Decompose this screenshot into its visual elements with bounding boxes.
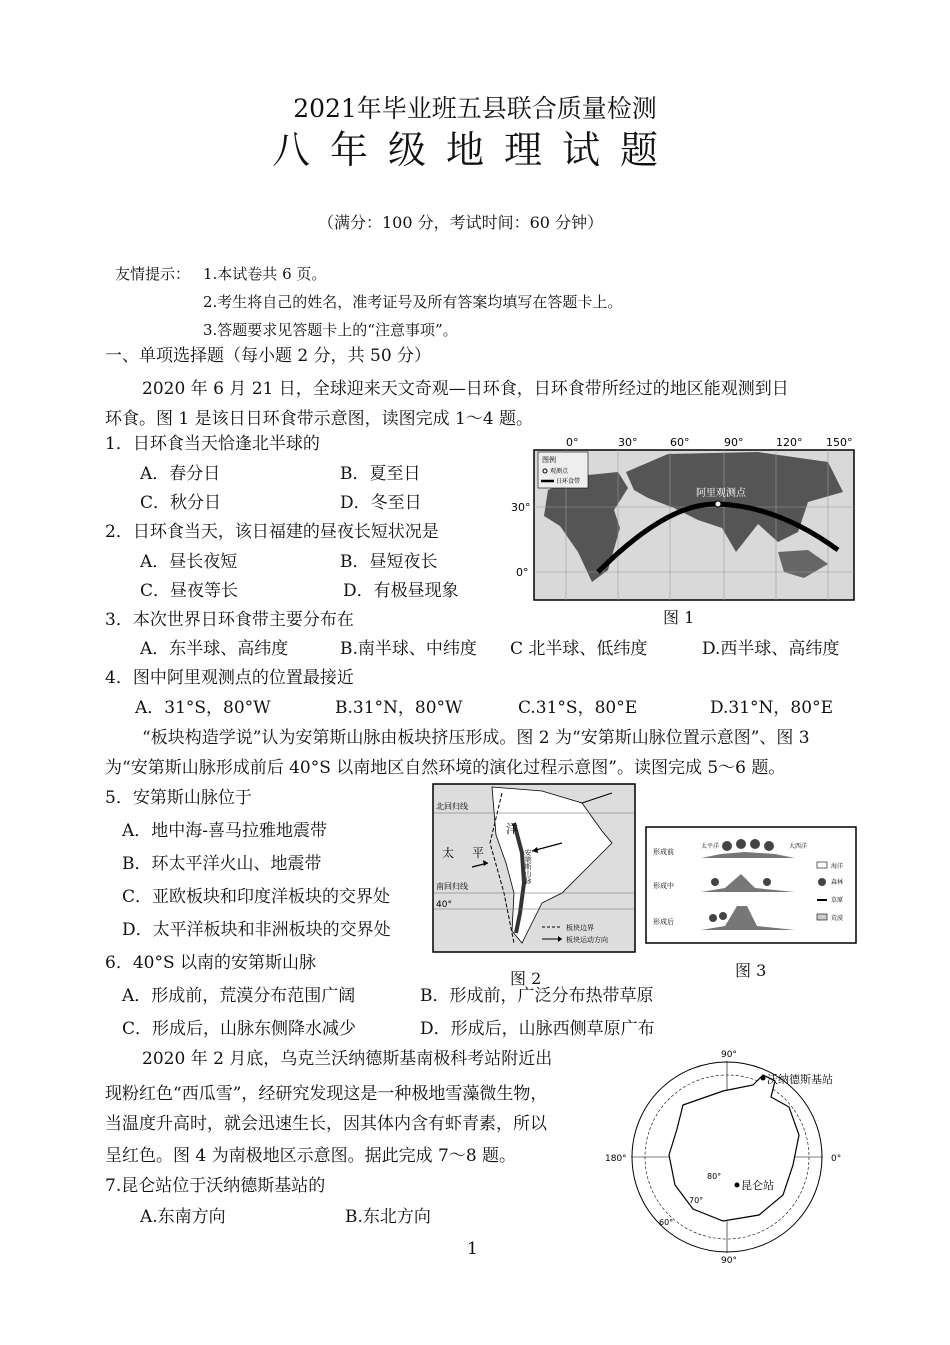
option: D．太平洋板块和非洲板块的交界处: [122, 920, 391, 940]
legend-label: 板块边界: [566, 924, 594, 932]
vernadsky-station-dot: [761, 1076, 766, 1081]
option: A．东半球、高纬度: [140, 639, 289, 659]
option: D．形成后，山脉西侧草原广布: [420, 1019, 655, 1039]
row-label: 形成后: [653, 918, 674, 926]
lon-label: 0°: [831, 1154, 842, 1164]
lat-label: 80°: [707, 1172, 722, 1181]
option: B.东北方向: [345, 1207, 431, 1227]
ocean-label: 平: [472, 846, 485, 860]
ocean-label: 太: [442, 846, 455, 860]
lon-label: 0°: [566, 436, 579, 449]
lon-label: 90°: [721, 1256, 737, 1266]
option: B．形成前，广泛分布热带草原: [420, 986, 654, 1006]
option: D．有极昼现象: [343, 581, 459, 601]
option: B.南半球、中纬度: [340, 639, 477, 659]
option: C．昼夜等长: [140, 581, 239, 601]
option: C．亚欧板块和印度洋板块的交界处: [122, 887, 391, 907]
lat-label: 0°: [516, 566, 529, 579]
mountain-label: 安第斯山脉: [524, 849, 532, 884]
question-stem: 7.昆仑站位于沃纳德斯基站的: [105, 1176, 326, 1196]
option: A．昼长夜短: [140, 552, 238, 572]
option: C 北半球、低纬度: [510, 639, 648, 659]
figure-2-caption: 图 2: [510, 969, 542, 988]
legend-point-icon: [543, 469, 547, 473]
intro-paragraph: 当温度升高时，就会迅速生长，因其体内含有虾青素，所以: [105, 1114, 547, 1134]
option: A．春分日: [140, 464, 221, 484]
row-label: 形成中: [653, 882, 674, 890]
option: C．秋分日: [140, 493, 222, 513]
intro-paragraph: 环食。图 1 是该日日环食带示意图，读图完成 1～4 题。: [105, 409, 534, 429]
question-stem: 3．本次世界日环食带主要分布在: [105, 610, 354, 630]
tip-item: 2.考生将自己的姓名，准考证号及所有答案均填写在答题卡上。: [203, 293, 623, 311]
option: B．昼短夜长: [340, 552, 438, 572]
question-stem: 2．日环食当天，该日福建的昼夜长短状况是: [105, 522, 439, 542]
figure-4-antarctica: [603, 1045, 851, 1267]
subject-title: 八年级地理试题: [271, 128, 678, 172]
option: C.31°S，80°E: [518, 698, 638, 718]
intro-paragraph: 呈红色。图 4 为南极地区示意图。据此完成 7～8 题。: [105, 1146, 517, 1166]
figure-3-diagram: [645, 826, 857, 944]
intro-paragraph: 2020 年 6 月 21 日，全球迎来天文奇观—日环食，日环食带所经过的地区能观测到日: [142, 379, 789, 399]
option: A.东南方向: [140, 1207, 226, 1227]
observation-point: [715, 501, 721, 507]
legend-title: 图例: [542, 456, 556, 464]
lat-label: 70°: [689, 1196, 704, 1205]
lon-label: 180°: [605, 1154, 627, 1164]
legend-label: 观测点: [550, 468, 569, 475]
legend-label: 草原: [831, 897, 844, 904]
option: C．形成后，山脉东侧降水减少: [122, 1019, 357, 1039]
option: D.31°N，80°E: [710, 698, 833, 718]
station-label: 沃纳德斯基站: [767, 1073, 833, 1086]
station-label: 昆仑站: [741, 1179, 774, 1192]
option: A．地中海-喜马拉雅地震带: [122, 821, 328, 841]
option: A．形成前，荒漠分布范围广阔: [122, 986, 356, 1006]
lat-label: 北回归线: [436, 802, 468, 811]
figure-1-caption: 图 1: [663, 608, 695, 627]
figure-1-map: [508, 432, 860, 604]
lat-label: 30°: [511, 501, 531, 514]
option: A．31°S，80°W: [135, 698, 271, 718]
exam-title: 2021年毕业班五县联合质量检测: [293, 94, 657, 123]
intro-paragraph: 2020 年 2 月底，乌克兰沃纳德斯基南极科考站附近出: [142, 1049, 553, 1069]
legend-ocean-icon: [817, 862, 827, 868]
legend-label: 森林: [831, 879, 844, 886]
legend-forest-icon: [818, 878, 826, 886]
option: B．环太平洋火山、地震带: [122, 854, 322, 874]
lon-label: 90°: [721, 1050, 737, 1060]
lon-label: 150°: [826, 436, 853, 449]
intro-paragraph: 现粉红色“西瓜雪”，经研究发现这是一种极地雪藻微生物，: [105, 1084, 548, 1104]
legend-label: 板块运动方向: [566, 936, 608, 944]
question-stem: 1．日环食当天恰逢北半球的: [105, 434, 320, 454]
legend-desert-icon: [817, 914, 827, 920]
lon-label: 60°: [670, 436, 690, 449]
lon-label: 30°: [618, 436, 638, 449]
lon-label: 90°: [724, 436, 744, 449]
ocean-label: 洋: [506, 822, 519, 836]
page-number: 1: [467, 1239, 478, 1259]
ocean-label: 太平洋: [701, 843, 720, 850]
legend-label: 海洋: [831, 863, 844, 870]
option: B.31°N，80°W: [335, 698, 463, 718]
lat-label: 南回归线: [436, 882, 468, 891]
lat-label: 60°: [659, 1218, 674, 1227]
tip-item: 1.本试卷共 6 页。: [203, 265, 327, 283]
lat-label: 40°: [436, 900, 452, 910]
row-label: 形成前: [653, 848, 674, 856]
figure-2-map: [432, 783, 636, 953]
intro-paragraph: 为“安第斯山脉形成前后 40°S 以南地区自然环境的演化过程示意图”。读图完成 5～6 题。: [105, 758, 786, 778]
option: D．冬至日: [340, 493, 422, 513]
legend-label: 荒漠: [831, 915, 844, 922]
kunlun-station-dot: [735, 1183, 740, 1188]
tips-label: 友情提示：: [115, 265, 191, 283]
option: B．夏至日: [340, 464, 421, 484]
section-heading: 一、单项选择题（每小题 2 分，共 50 分）: [105, 346, 432, 366]
exam-subtitle: （满分：100 分，考试时间：60 分钟）: [318, 213, 604, 232]
tip-item: 3.答题要求见答题卡上的“注意事项”。: [203, 321, 458, 339]
ocean-label: 大西洋: [789, 843, 808, 850]
legend-label: 日环食带: [556, 478, 581, 485]
figure-3-caption: 图 3: [735, 961, 767, 980]
intro-paragraph: “板块构造学说”认为安第斯山脉由板块挤压形成。图 2 为“安第斯山脉位置示意图”、图 3: [142, 728, 810, 748]
question-stem: 5．安第斯山脉位于: [105, 788, 252, 808]
lon-label: 120°: [776, 436, 803, 449]
question-stem: 6．40°S 以南的安第斯山脉: [105, 953, 316, 973]
question-stem: 4．图中阿里观测点的位置最接近: [105, 668, 354, 688]
point-label: 阿里观测点: [696, 488, 746, 499]
option: D.西半球、高纬度: [702, 639, 840, 659]
